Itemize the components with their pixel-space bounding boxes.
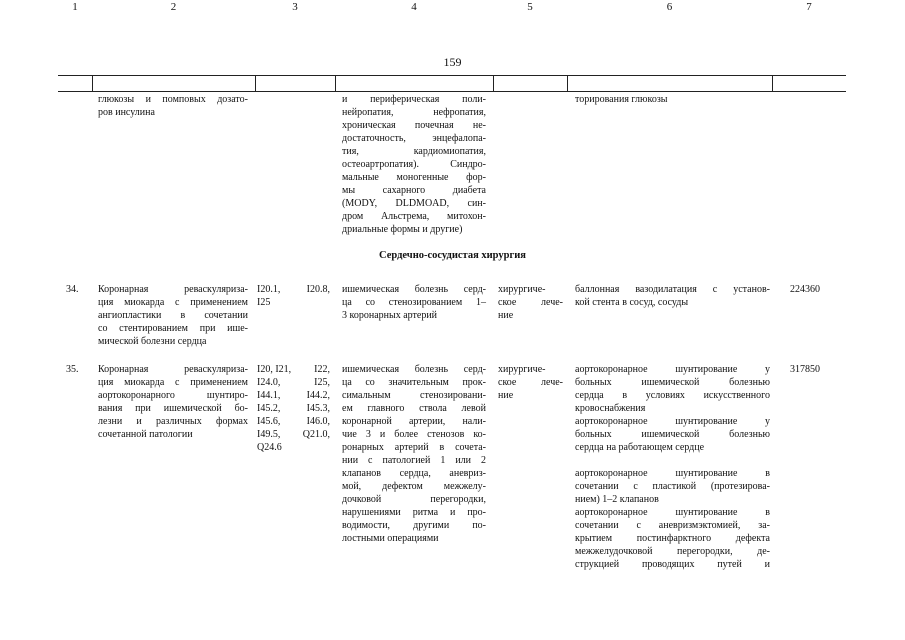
code-line	[257, 376, 330, 389]
text-line: мы сахарного диабета	[342, 185, 486, 196]
code: I44.1,	[257, 390, 281, 401]
text-line: вания при ишемической бо-	[98, 403, 248, 414]
text-line: межжелудочковой перегородки, де-	[575, 546, 770, 557]
column-number: 6	[666, 1, 673, 13]
text-line: ние	[498, 310, 514, 321]
text-line: ров инсулина	[98, 107, 155, 118]
text-line: симальным стенозировани-	[342, 390, 486, 401]
text-line: крытием постинфарктного дефекта	[575, 533, 770, 544]
row-number: 35.	[66, 364, 79, 375]
row35-treatment-type	[498, 363, 563, 402]
row35-method-detail-d	[575, 506, 770, 571]
code: I22,	[314, 364, 330, 375]
text-line: баллонная вазодилатация с установ-	[575, 284, 770, 295]
code-line	[257, 389, 330, 402]
table-header-rule	[58, 91, 846, 92]
text-line: нейропатия, нефропатия,	[342, 107, 486, 118]
code: I45.2,	[257, 403, 281, 414]
text-line: хирургиче-	[498, 364, 546, 375]
text-line: со стентированием при ише-	[98, 323, 248, 334]
text-line: глюкозы и помповых дозато-	[98, 94, 248, 105]
code: I45.3,	[306, 403, 330, 414]
row-number: 34.	[66, 284, 79, 295]
text-line: достаточность, энцефалопа-	[342, 133, 486, 144]
code: I24.0,	[257, 377, 281, 388]
row34-codes	[257, 283, 330, 309]
code-line	[257, 283, 330, 296]
text-line: мической болезни сердца	[98, 336, 207, 347]
code: I20.1,	[257, 284, 281, 295]
text-line: сочетанной патологии	[98, 429, 193, 440]
code: I20, I21,	[257, 364, 292, 375]
text-line: ца со значительным прок-	[342, 377, 486, 388]
row35-method-detail-a	[575, 363, 770, 415]
page-number: 159	[443, 55, 462, 69]
text-line: сочетании с пластикой (протезирова-	[575, 481, 770, 492]
text-line: аортокоронарное шунтирование у	[575, 416, 770, 427]
code: I44.2,	[306, 390, 330, 401]
row35-codes	[257, 363, 330, 454]
code: I46.0,	[306, 416, 330, 427]
text-line: струкцией проводящих путей и	[575, 559, 770, 570]
text-line: и периферическая поли-	[342, 94, 486, 105]
code: I25,	[314, 377, 330, 388]
column-number: 3	[292, 1, 298, 13]
row35-method	[98, 363, 248, 441]
row34-method	[98, 283, 248, 348]
text-line: сочетании с аневризмэктомией, за-	[575, 520, 770, 531]
code: I45.6,	[257, 416, 281, 427]
column-number: 1	[72, 1, 78, 13]
col-separator	[335, 76, 336, 91]
text-line: клапанов сердца, аневриз-	[342, 468, 486, 479]
text-line: тия, кардиомиопатия,	[342, 146, 486, 157]
col-separator	[92, 76, 93, 91]
text-line: ние	[498, 390, 514, 401]
text-line: кой стента в сосуд, сосуды	[575, 297, 689, 308]
cont-col4	[342, 93, 486, 236]
text-line: больных ишемической болезнью	[575, 429, 770, 440]
row34-method-detail	[575, 283, 770, 309]
text-line: нием) 1–2 клапанов	[575, 494, 659, 505]
text-line: хроническая почечная не-	[342, 120, 486, 131]
text-line: ское лече-	[498, 297, 563, 308]
text-line: коронарной артерии, нали-	[342, 416, 486, 427]
text-line: мальные моногенные фор-	[342, 172, 486, 183]
text-line: ское лече-	[498, 377, 563, 388]
code-line	[257, 415, 330, 428]
text-line: ца со стенозированием 1–	[342, 297, 486, 308]
code-line	[257, 441, 330, 454]
text-line: водимости, другими по-	[342, 520, 486, 531]
table-top-rule	[58, 75, 846, 76]
text-line: ем главного ствола левой	[342, 403, 486, 414]
row34-treatment-type	[498, 283, 563, 322]
code: Q21.0,	[302, 429, 330, 440]
code-line	[257, 428, 330, 441]
row35-method-detail-b	[575, 415, 770, 454]
text-line: ишемическая болезнь серд-	[342, 284, 486, 295]
text-line: остеоартропатия). Синдро-	[342, 159, 486, 170]
text-line: аортокоронарное шунтирование у	[575, 364, 770, 375]
code: Q24.6	[257, 442, 282, 453]
column-number: 7	[806, 1, 812, 13]
text-line: аортокоронарное шунтирование в	[575, 507, 770, 518]
text-line: сердца в условиях искусственного	[575, 390, 770, 401]
code: I25	[257, 297, 271, 308]
text-line: 3 коронарных артерий	[342, 310, 438, 321]
row34-diagnosis	[342, 283, 486, 322]
text-line: ция миокарда с применением	[98, 297, 248, 308]
text-line: мой, дефектом межжелу-	[342, 481, 486, 492]
column-number: 5	[527, 1, 533, 13]
text-line: сердца на работающем сердце	[575, 442, 705, 453]
code-line	[257, 363, 330, 376]
text-line: нарушениями ритма и про-	[342, 507, 486, 518]
row34-cost: 224360	[790, 284, 820, 295]
column-number: 2	[170, 1, 177, 13]
section-title: Сердечно-сосудистая хирургия	[379, 250, 526, 261]
col-separator	[772, 76, 773, 91]
text-line: лезни и различных формах	[98, 416, 248, 427]
text-line: чие 3 и более стенозов ко-	[342, 429, 486, 440]
text-line: дриальные формы и другие)	[342, 224, 463, 235]
text-line: (MODY, DLDMOAD, син-	[342, 198, 486, 209]
text-line: ангиопластики в сочетании	[98, 310, 248, 321]
text-line: дочковой перегородки,	[342, 494, 486, 505]
row35-method-detail-c	[575, 467, 770, 506]
row35-cost: 317850	[790, 364, 820, 375]
text-line: ронарных артерий в сочета-	[342, 442, 486, 453]
text-line: аортокоронарного шунтиро-	[98, 390, 248, 401]
code: I20.8,	[306, 284, 330, 295]
text-line: лостными операциями	[342, 533, 439, 544]
col-separator	[493, 76, 494, 91]
text-line: нии с патологией 1 или 2	[342, 455, 486, 466]
text-line: дром Альстрема, митохон-	[342, 211, 486, 222]
col-separator	[255, 76, 256, 91]
text-line: кровоснабжения	[575, 403, 646, 414]
col-separator	[567, 76, 568, 91]
text-line: Коронарная реваскуляриза-	[98, 364, 248, 375]
code-line	[257, 402, 330, 415]
text-line: ишемическая болезнь серд-	[342, 364, 486, 375]
text-line: хирургиче-	[498, 284, 546, 295]
text-line: больных ишемической болезнью	[575, 377, 770, 388]
text-line: аортокоронарное шунтирование в	[575, 468, 770, 479]
text-line: Коронарная реваскуляриза-	[98, 284, 248, 295]
text-line: ция миокарда с применением	[98, 377, 248, 388]
cont-col2	[98, 93, 248, 119]
cont-col6	[575, 93, 770, 106]
code: I49.5,	[257, 429, 281, 440]
text-line: торирования глюкозы	[575, 94, 668, 105]
row35-diagnosis	[342, 363, 486, 545]
column-number: 4	[411, 1, 417, 13]
code-line	[257, 296, 330, 309]
